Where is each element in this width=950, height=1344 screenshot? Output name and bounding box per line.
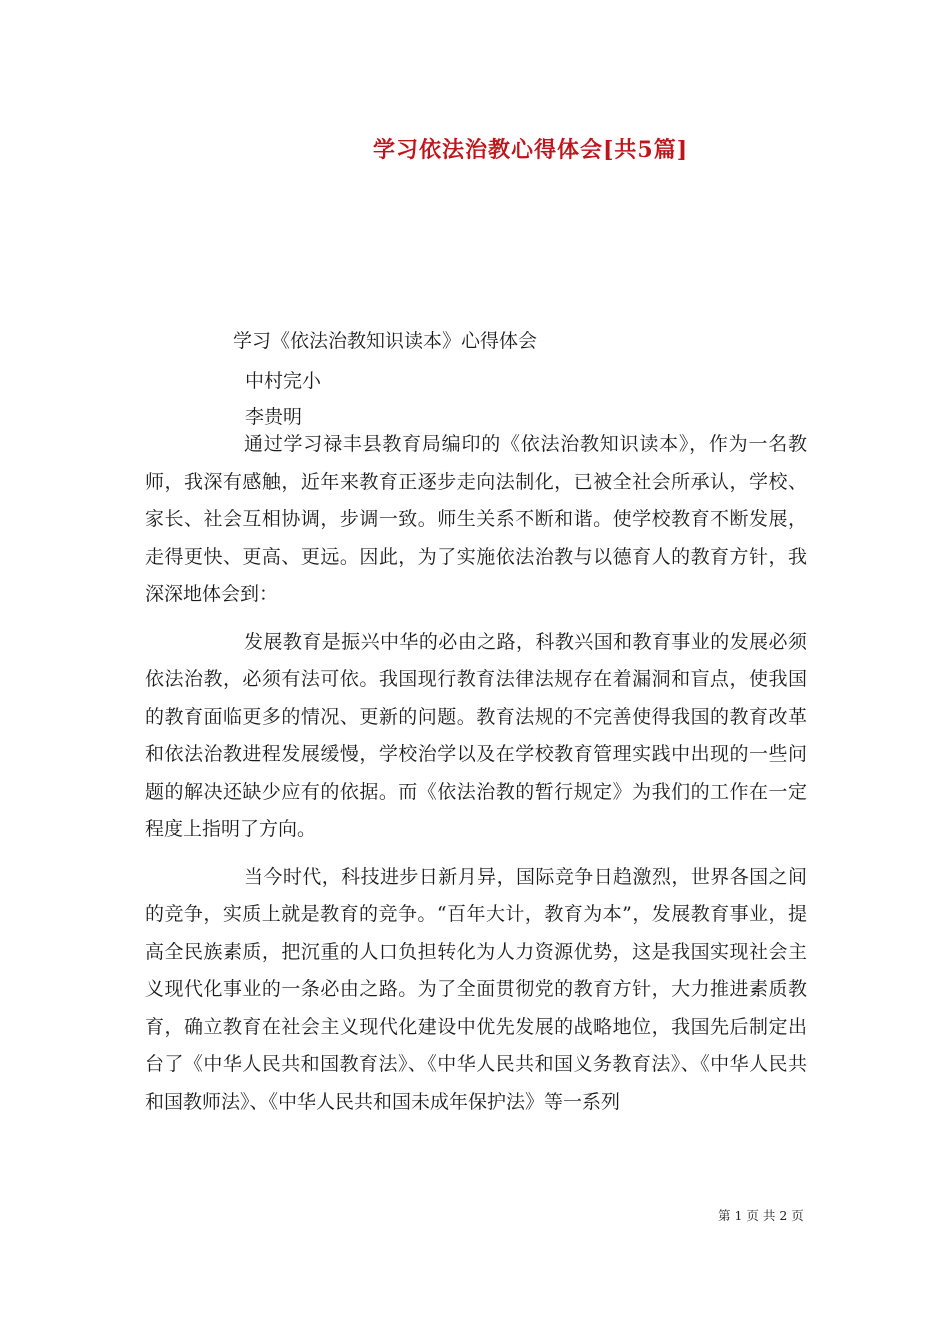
paragraph-2: 发展教育是振兴中华的必由之路，科教兴国和教育事业的发展必须依法治教，必须有法可依。我国现行教育法律法规存在着漏洞和盲点，使我国的教育面临更多的情况、更新的问题。教育法规的不完善使得我国的教育改革和依法治教进程发展缓慢，学校治学以及在学校教育管理实践中出现的一些问题的解决还缺少应有的依据。而《依法治教的暂行规定》为我们的工作在一定程度上指明了方向。 <box>145 630 807 840</box>
paragraph-1: 通过学习禄丰县教育局编印的《依法治教知识读本》，作为一名教师，我深有感触，近年来教育正逐步走向法制化，已被全社会所承认，学校、家长、社会互相协调，步调一致。师生关系不断和谐。使学校教育不断发展，走得更快、更高、更远。因此，为了实施依法治教与以德育人的教育方针，我深深地体会到： <box>145 433 807 605</box>
page-title: 学习依法治教心得体会[共5篇] <box>373 137 689 163</box>
paragraph-3: 当今时代，科技进步日新月异，国际竞争日趋激烈，世界各国之间的竞争，实质上就是教育的竞争。“百年大计，教育为本”，发展教育事业，提高全民族素质，把沉重的人口负担转化为人力资源优势，这是我国实现社会主义现代化事业的一条必由之路。为了全面贯彻党的教育方针，大力推进素质教育，确立教育在社会主义现代化建设中优先发展的战略地位，我国先后制定出台了《中华人民共和国教育法》、《中华人民共和国义务教育法》、《中华人民共和国教师法》、《中华人民共和国未成年保护法》等一系列 <box>145 865 807 1113</box>
article-body <box>145 426 807 1131</box>
article-subtitle: 学习《依法治教知识读本》心得体会 <box>233 330 538 352</box>
school-name: 中村完小 <box>245 370 322 392</box>
page-footer: 第 1 页 共 2 页 <box>718 1208 804 1223</box>
author-name: 李贵明 <box>245 406 303 428</box>
